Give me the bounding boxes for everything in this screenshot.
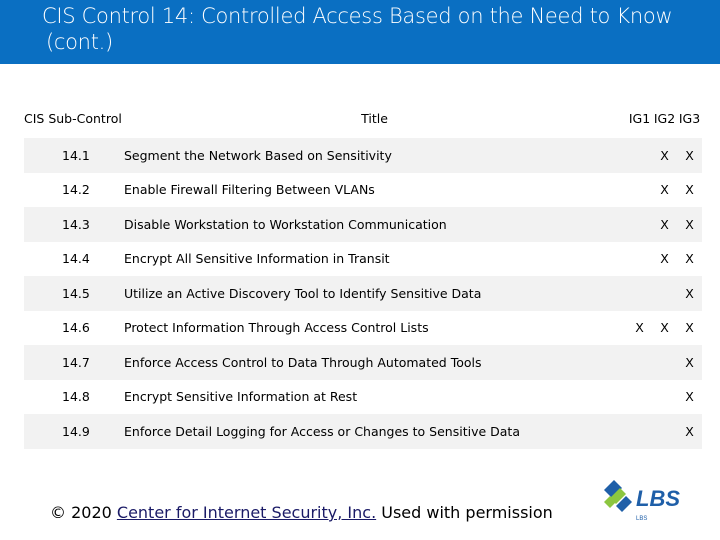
sub-control-title: Encrypt All Sensitive Information in Transit [122,242,627,277]
ig1-mark [627,345,652,380]
sub-control-title: Utilize an Active Discovery Tool to Identify Sensitive Data [122,276,627,311]
ig3-mark: X [677,414,702,449]
table-row [24,311,702,346]
sub-control-id: 14.3 [24,207,122,242]
table-row [24,242,702,277]
table-row [24,173,702,208]
ig1-mark [627,276,652,311]
sub-control-title: Enable Firewall Filtering Between VLANs [122,173,627,208]
ig1-mark [627,207,652,242]
footer-suffix: Used with permission [376,503,553,522]
ig3-mark: X [677,380,702,415]
ig2-mark: X [652,173,677,208]
table-row [24,345,702,380]
ig3-mark: X [677,345,702,380]
header-ig2: IG2 [653,110,676,126]
ig3-mark: X [677,138,702,173]
ig2-mark: X [652,138,677,173]
sub-control-id: 14.6 [24,311,122,346]
ig2-mark [652,276,677,311]
sub-control-title: Protect Information Through Access Control Lists [122,311,627,346]
sub-control-title: Segment the Network Based on Sensitivity [122,138,627,173]
sub-control-title: Enforce Access Control to Data Through Automated Tools [122,345,627,380]
ig1-mark [627,138,652,173]
ig3-mark: X [677,173,702,208]
table-row [24,380,702,415]
footer-copyright [50,503,553,522]
table-row [24,414,702,449]
ig2-mark [652,414,677,449]
table-row [24,207,702,242]
sub-control-title: Disable Workstation to Workstation Communication [122,207,627,242]
sub-control-id: 14.4 [24,242,122,277]
ig2-mark [652,345,677,380]
logo-text: LBS [636,486,680,511]
sub-control-title: Enforce Detail Logging for Access or Changes to Sensitive Data [122,414,627,449]
table-header-row [24,98,702,138]
ig1-mark [627,173,652,208]
lbs-logo-icon [600,476,708,524]
ig3-mark: X [677,242,702,277]
header-ig3: IG3 [678,110,701,126]
ig2-mark: X [652,311,677,346]
table-row [24,138,702,173]
ig1-mark [627,380,652,415]
sub-control-id: 14.8 [24,380,122,415]
slide-title [42,3,712,55]
table-row [24,276,702,311]
ig3-mark: X [677,207,702,242]
ig3-mark: X [677,311,702,346]
title-bar [0,0,720,64]
footer-prefix: © 2020 [50,503,117,522]
ig2-mark: X [652,207,677,242]
slide-title-line1: CIS Control 14: Controlled Access Based on the Need to Know [42,4,673,28]
ig2-mark: X [652,242,677,277]
sub-control-id: 14.5 [24,276,122,311]
header-title: Title [361,110,388,126]
ig3-mark: X [677,276,702,311]
ig1-mark [627,414,652,449]
header-sub-control: CIS Sub-Control [24,110,122,126]
sub-control-id: 14.9 [24,414,122,449]
logo-mark [604,480,632,512]
sub-control-title: Encrypt Sensitive Information at Rest [122,380,627,415]
cis-link[interactable]: Center for Internet Security, Inc. [116,503,377,522]
slide-title-line2: (cont.) [46,30,113,54]
sub-control-id: 14.2 [24,173,122,208]
ig1-mark: X [627,311,652,346]
ig1-mark [627,242,652,277]
sub-control-table [24,98,702,449]
logo-subtext: LBS [636,516,648,522]
sub-control-id: 14.1 [24,138,122,173]
header-ig1: IG1 [628,110,651,126]
ig2-mark [652,380,677,415]
sub-control-id: 14.7 [24,345,122,380]
